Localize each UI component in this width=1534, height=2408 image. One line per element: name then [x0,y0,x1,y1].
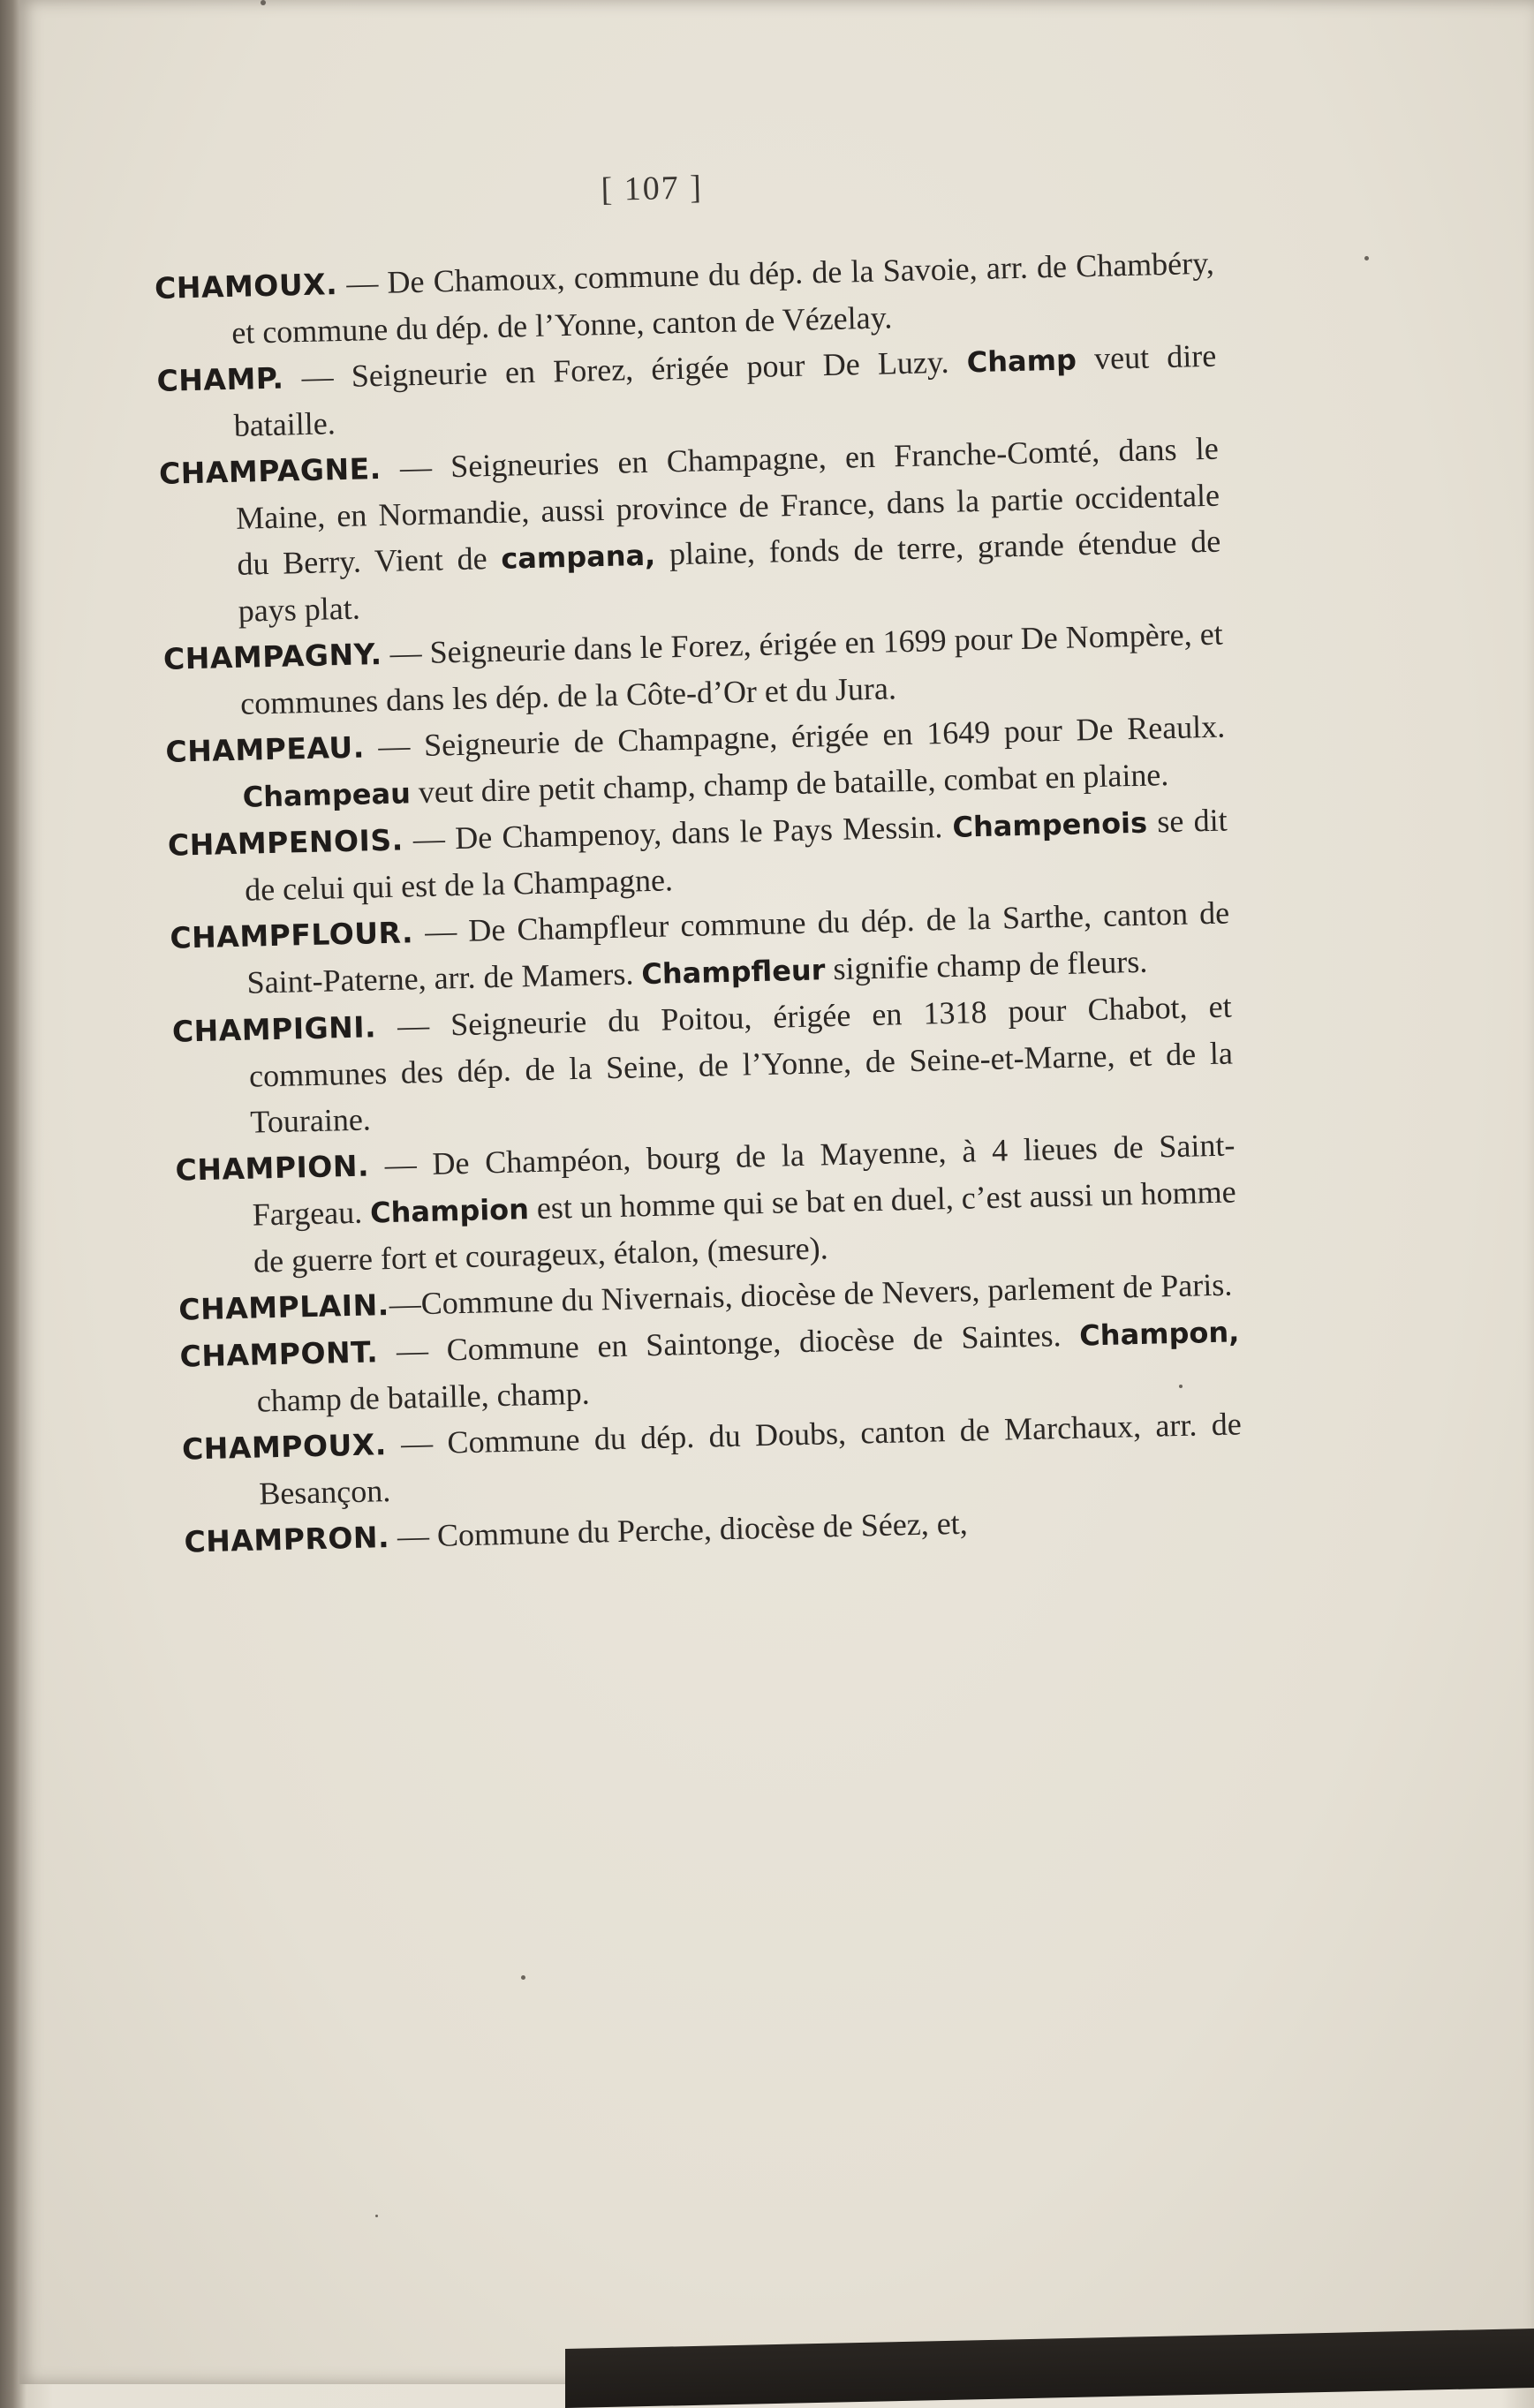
entry-headword: CHAMP. [156,360,284,398]
entry-tail: est un homme qui se bat en duel, c’est aussi un homme de guerre fort et courageux, étalon, (mesure). [253,1174,1237,1279]
entry-champagne [158,426,1222,636]
entry-tail: veut dire bataille. [233,337,1217,443]
entry-tail: plaine, fonds de terre, grande étendue de pays plat. [238,523,1221,629]
entry-champigni [171,983,1234,1146]
entry-term: Champ [966,343,1077,380]
entry-body: — De Champenoy, dans le Pays Messin. [403,808,953,857]
entry-headword: CHAMPLAIN. [178,1287,390,1327]
entry-tail: champ de bataille, champ. [256,1375,591,1419]
entry-term: campana, [500,538,656,576]
entry-body: — Seigneurie dans le Forez, érigée en 1699 pour De Nompère, et communes dans les dép. de la Côte-d’Or et du Jura. [239,615,1224,721]
entry-headword: CHAMPONT. [179,1334,379,1374]
entry-body: — De Champfleur commune du dép. de la Sarthe, canton de Saint-Paterne, arr. de Mamers. [246,895,1230,1000]
entry-headword: CHAMPAGNE. [158,450,382,491]
entry-body: — Commune en Saintonge, diocèse de Saintes. [377,1317,1080,1370]
entry-term: Champeau [242,776,412,814]
entry-term: Champenois [952,805,1148,844]
entry-term: Champon, [1078,1315,1240,1353]
entry-headword: CHAMPIGNI. [171,1009,377,1049]
entry-tail: veut dire petit champ, champ de bataille, combat en plaine. [410,757,1169,811]
entry-headword: CHAMPFLOUR. [169,915,414,955]
entry-body: — Seigneuries en Champagne, en Franche-Comté, dans le Maine, en Normandie, aussi province de France, dans la partie occidentale du Berry. Vient de [235,430,1220,582]
entry-champion [175,1121,1237,1286]
entry-body: — Seigneurie du Poitou, érigée en 1318 pour Chabot, et communes des dép. de la Seine, de l’Yonne, de Seine-et-Marne, et de la Touraine. [248,988,1234,1140]
entry-headword: CHAMOUX. [154,267,338,306]
entry-tail: signifie champ de fleurs. [824,943,1148,987]
entry-headword: CHAMPOUX. [181,1427,388,1467]
page-number: [ 107 ] [601,169,704,209]
entry-body: — De Champéon, bourg de la Mayenne, à 4 lieues de Saint-Fargeau. [252,1127,1236,1233]
entry-headword: CHAMPENOIS. [167,822,404,863]
dictionary-entries [154,240,1243,1566]
entry-headword: CHAMPAGNY. [162,637,382,676]
entry-term: Champion [369,1192,530,1230]
entry-body: — Seigneurie de Champagne, érigée en 1649 pour De Reaulx. [364,708,1226,765]
entry-body: —Commune du Nivernais, diocèse de Nevers, parlement de Paris. [389,1266,1233,1323]
entry-body: — De Chamoux, commune du dép. de la Savoie, arr. de Chambéry, et commune du dép. de l’Yonne, canton de Vézelay. [230,245,1215,351]
entry-headword: CHAMPION. [175,1148,370,1188]
entry-headword: CHAMPEAU. [165,729,366,769]
entry-body: — Commune du Perche, diocèse de Séez, et, [389,1505,969,1555]
entry-tail: se dit de celui qui est de la Champagne. [244,802,1228,908]
entry-body: — Seigneurie en Forez, érigée pour De Luzy. [283,343,968,396]
entry-term: Champfleur [640,953,826,992]
entry-body: — Commune du dép. du Doubs, canton de Marchaux, arr. de Besançon. [258,1406,1243,1512]
entry-headword: CHAMPRON. [184,1520,390,1559]
